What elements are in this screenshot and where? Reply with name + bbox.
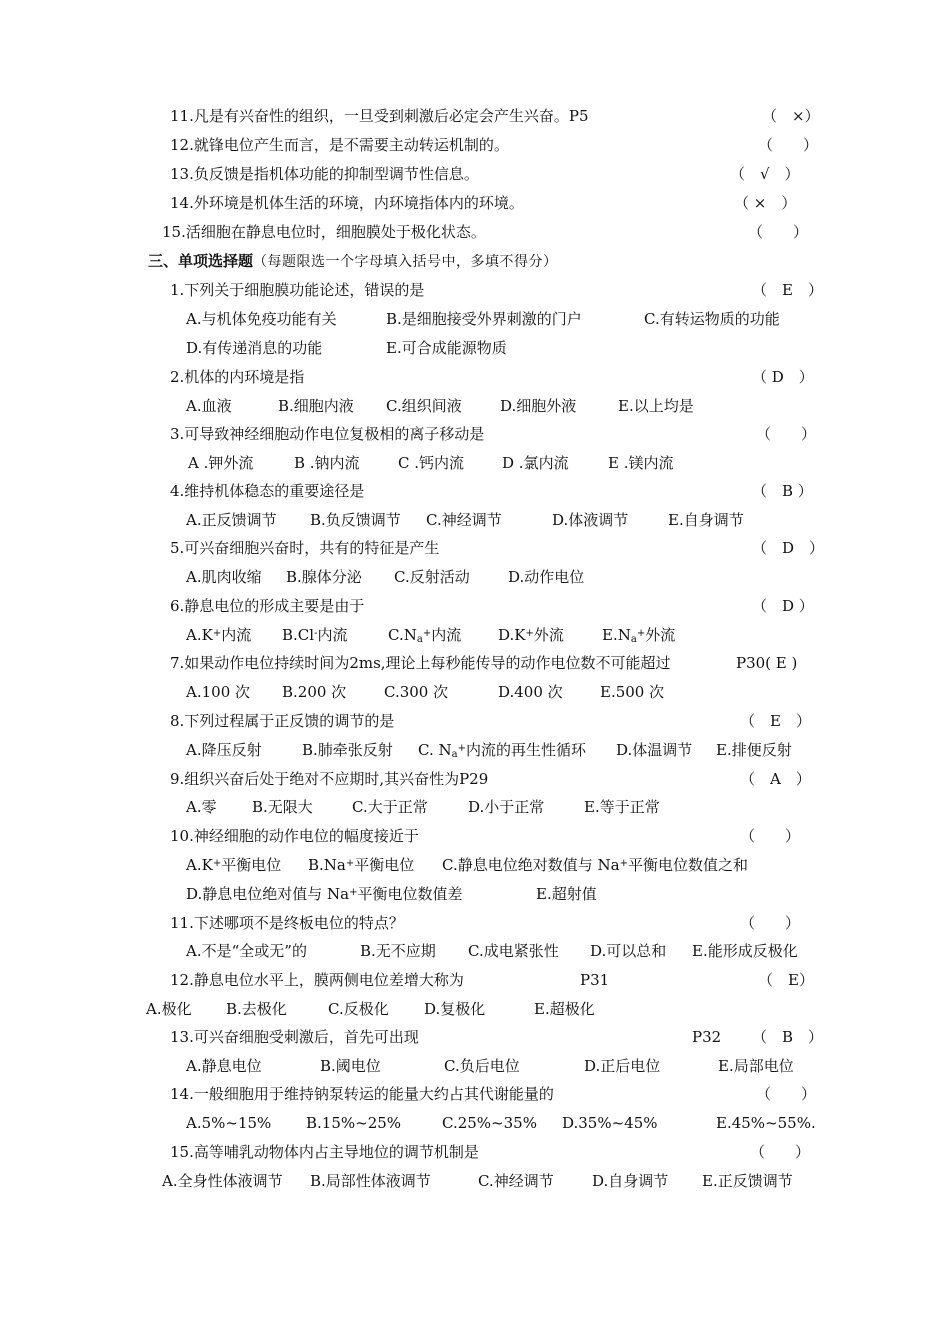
option-d: D.体液调节	[552, 511, 629, 529]
option-a: A.降压反射	[186, 741, 262, 759]
option-d: D.动作电位	[508, 568, 585, 586]
option-b: B.无限大	[252, 798, 313, 816]
options-row	[0, 305, 950, 333]
question-text: 15.活细胞在静息电位时，细胞膜处于极化状态。	[162, 223, 486, 241]
option-c: C.反极化	[328, 1000, 389, 1018]
option-d: D.正后电位	[584, 1057, 661, 1075]
answer-bracket: （ E ）	[752, 281, 823, 299]
question-stem	[0, 534, 950, 562]
answer-bracket: （ ）	[758, 136, 819, 154]
option-e: E.自身调节	[668, 511, 744, 529]
option-a: A.正反馈调节	[186, 511, 277, 529]
option-e: E.排便反射	[716, 741, 792, 759]
option-e: E.45%~55%.	[716, 1114, 816, 1132]
section-heading	[0, 247, 950, 275]
option-a: A.与机体免疫功能有关	[186, 310, 337, 328]
page-reference: P32	[692, 1028, 722, 1046]
option-b: B.Na+平衡电位	[308, 856, 415, 874]
question-text: 15.高等哺乳动物体内占主导地位的调节机制是	[170, 1143, 479, 1161]
options-row	[0, 880, 950, 908]
option-c: C.反射活动	[394, 568, 470, 586]
option-e: E.正反馈调节	[702, 1172, 793, 1190]
option-c: C.有转运物质的功能	[644, 310, 780, 328]
question-text: 2.机体的内环境是指	[170, 368, 305, 386]
option-e: E .镁内流	[608, 454, 674, 472]
option-c: $C.N_a^+$内流	[388, 626, 462, 645]
options-row	[0, 793, 950, 821]
option-d: D .氯内流	[502, 454, 569, 472]
question-text: 10.神经细胞的动作电位的幅度接近于	[170, 827, 419, 845]
options-row	[0, 621, 950, 649]
answer-bracket: （ D ）	[752, 597, 814, 615]
option-b: B.阈电位	[320, 1057, 381, 1075]
option-d: D.可以总和	[590, 942, 667, 960]
option-c: C.成电紧张性	[468, 942, 559, 960]
answer-bracket: （ A ）	[740, 770, 811, 788]
options-row	[0, 449, 950, 477]
options-row	[0, 995, 950, 1023]
option-b: B.15%~25%	[306, 1114, 402, 1132]
question-stem	[0, 592, 950, 620]
question-stem	[0, 1138, 950, 1166]
option-e: $E.N_a^+$外流	[602, 626, 676, 645]
tf-item	[0, 102, 950, 130]
option-b: B.腺体分泌	[286, 568, 362, 586]
question-text: 13.负反馈是指机体功能的抑制型调节性信息。	[170, 165, 479, 183]
question-text: 7.如果动作电位持续时间为2ms,理论上每秒能传导的动作电位数不可能超过	[170, 654, 671, 672]
options-row	[0, 334, 950, 362]
option-b: B.肺牵张反射	[302, 741, 393, 759]
option-e: E.500 次	[600, 683, 665, 701]
option-c: C .钙内流	[398, 454, 465, 472]
answer-bracket: P30( E )	[736, 654, 798, 672]
option-c: C.静息电位绝对数值与 Na+平衡电位数值之和	[442, 856, 748, 874]
option-e: E.局部电位	[718, 1057, 794, 1075]
question-stem	[0, 707, 950, 735]
answer-bracket: （ ）	[740, 914, 801, 932]
option-b: B.负反馈调节	[310, 511, 401, 529]
question-text: 13.可兴奋细胞受刺激后，首先可出现	[170, 1028, 419, 1046]
question-stem	[0, 966, 950, 994]
question-text: 1.下列关于细胞膜功能论述，错误的是	[170, 281, 425, 299]
answer-bracket: （ ）	[750, 1143, 811, 1161]
option-d: D.复极化	[424, 1000, 486, 1018]
question-text: 14.外环境是机体生活的环境，内环境指体内的环境。	[170, 194, 524, 212]
option-e: E.超极化	[534, 1000, 595, 1018]
option-b: B.细胞内液	[278, 397, 354, 415]
option-b: B.200 次	[282, 683, 347, 701]
question-stem	[0, 765, 950, 793]
answer-bracket: （ B ）	[752, 1028, 824, 1046]
option-b: B.无不应期	[360, 942, 436, 960]
option-a: A .钾外流	[188, 454, 254, 472]
options-row	[0, 851, 950, 879]
question-text: 5.可兴奋细胞兴奋时，共有的特征是产生	[170, 539, 440, 557]
question-stem	[0, 477, 950, 505]
answer-bracket: （ B ）	[752, 482, 813, 500]
option-b: B.Cl-内流	[282, 626, 348, 644]
question-stem	[0, 909, 950, 937]
answer-bracket: （ ）	[740, 827, 801, 845]
question-stem	[0, 822, 950, 850]
option-c: C. $N_a^+$内流的再生性循环	[418, 741, 586, 760]
option-c: C.神经调节	[478, 1172, 554, 1190]
option-d: D.400 次	[498, 683, 563, 701]
option-d: D.有传递消息的功能	[186, 339, 323, 357]
question-stem	[0, 649, 950, 677]
option-d: D.体温调节	[616, 741, 693, 759]
option-d: D.K+外流	[498, 626, 564, 644]
option-e: E.等于正常	[584, 798, 660, 816]
option-a: A.5%~15%	[186, 1114, 272, 1132]
options-row	[0, 937, 950, 965]
answer-bracket: （ √ ）	[730, 165, 800, 183]
option-a: A.100 次	[186, 683, 250, 701]
option-a: A.血液	[186, 397, 232, 415]
option-b: B.去极化	[226, 1000, 287, 1018]
options-row	[0, 678, 950, 706]
answer-bracket: （ ）	[756, 425, 817, 443]
question-text: 12.就锋电位产生而言，是不需要主动转运机制的。	[170, 136, 509, 154]
option-a: A.肌肉收缩	[186, 568, 262, 586]
answer-bracket: （ E ）	[740, 712, 811, 730]
answer-bracket: （ ）	[756, 1085, 817, 1103]
option-d: D.静息电位绝对值与 Na+平衡电位数值差	[186, 885, 463, 903]
question-stem	[0, 1023, 950, 1051]
option-b: B.是细胞接受外界刺激的门户	[386, 310, 582, 328]
options-row	[0, 506, 950, 534]
answer-bracket: （ × ）	[734, 194, 797, 212]
question-text: 6.静息电位的形成主要是由于	[170, 597, 365, 615]
options-row	[0, 1052, 950, 1080]
question-stem	[0, 363, 950, 391]
option-a: A.不是“全或无”的	[186, 942, 307, 960]
option-a: A.零	[186, 798, 217, 816]
option-b: B.局部性体液调节	[310, 1172, 431, 1190]
options-row	[0, 563, 950, 591]
question-text: 11.下述哪项不是终板电位的特点？	[170, 914, 404, 932]
option-c: C.大于正常	[352, 798, 428, 816]
options-row	[0, 392, 950, 420]
question-text: 12.静息电位水平上，膜两侧电位差增大称为	[170, 971, 464, 989]
section-instruction: （每题限选一个字母填入括号中，多填不得分）	[253, 254, 558, 270]
answer-bracket: （ D ）	[752, 368, 814, 386]
section-title: 三、单项选择题	[148, 252, 254, 270]
tf-item	[0, 218, 950, 246]
option-a: A.K+内流	[186, 626, 252, 644]
answer-bracket: （ D ）	[752, 539, 825, 557]
option-e: E.以上均是	[618, 397, 694, 415]
option-c: C.组织间液	[386, 397, 462, 415]
option-a: A.K+平衡电位	[186, 856, 282, 874]
answer-bracket: （ E）	[758, 971, 814, 989]
option-c: C.300 次	[384, 683, 449, 701]
answer-bracket: （ ×）	[762, 107, 820, 125]
page-reference: P31	[580, 971, 610, 989]
options-row	[0, 1109, 950, 1137]
option-a: A.静息电位	[186, 1057, 262, 1075]
tf-item	[0, 189, 950, 217]
option-c: C.25%~35%	[442, 1114, 537, 1132]
options-row	[0, 1167, 950, 1195]
question-stem	[0, 276, 950, 304]
option-d: D.35%~45%	[562, 1114, 658, 1132]
question-stem	[0, 1080, 950, 1108]
question-text: 11.凡是有兴奋性的组织，一旦受到刺激后必定会产生兴奋。P5	[170, 107, 589, 125]
question-stem	[0, 420, 950, 448]
option-b: B .钠内流	[294, 454, 360, 472]
question-text: 8.下列过程属于正反馈的调节的是	[170, 712, 395, 730]
option-d: D.细胞外液	[500, 397, 577, 415]
options-row	[0, 736, 950, 764]
option-e: E.能形成反极化	[692, 942, 798, 960]
option-a: A.全身性体液调节	[162, 1172, 283, 1190]
option-e: E.超射值	[536, 885, 597, 903]
option-c: C.负后电位	[444, 1057, 520, 1075]
option-c: C.神经调节	[426, 511, 502, 529]
option-d: D.自身调节	[592, 1172, 669, 1190]
option-d: D.小于正常	[468, 798, 545, 816]
answer-bracket: （ ）	[748, 223, 809, 241]
question-text: 14.一般细胞用于维持钠泵转运的能量大约占其代谢能量的	[170, 1085, 554, 1103]
tf-item	[0, 160, 950, 188]
question-text: 3.可导致神经细胞动作电位复极相的离子移动是	[170, 425, 485, 443]
option-e: E.可合成能源物质	[386, 339, 507, 357]
question-text: 9.组织兴奋后处于绝对不应期时,其兴奋性为P29	[170, 770, 489, 788]
question-text: 4.维持机体稳态的重要途径是	[170, 482, 365, 500]
option-a: A.极化	[146, 1000, 192, 1018]
tf-item	[0, 131, 950, 159]
